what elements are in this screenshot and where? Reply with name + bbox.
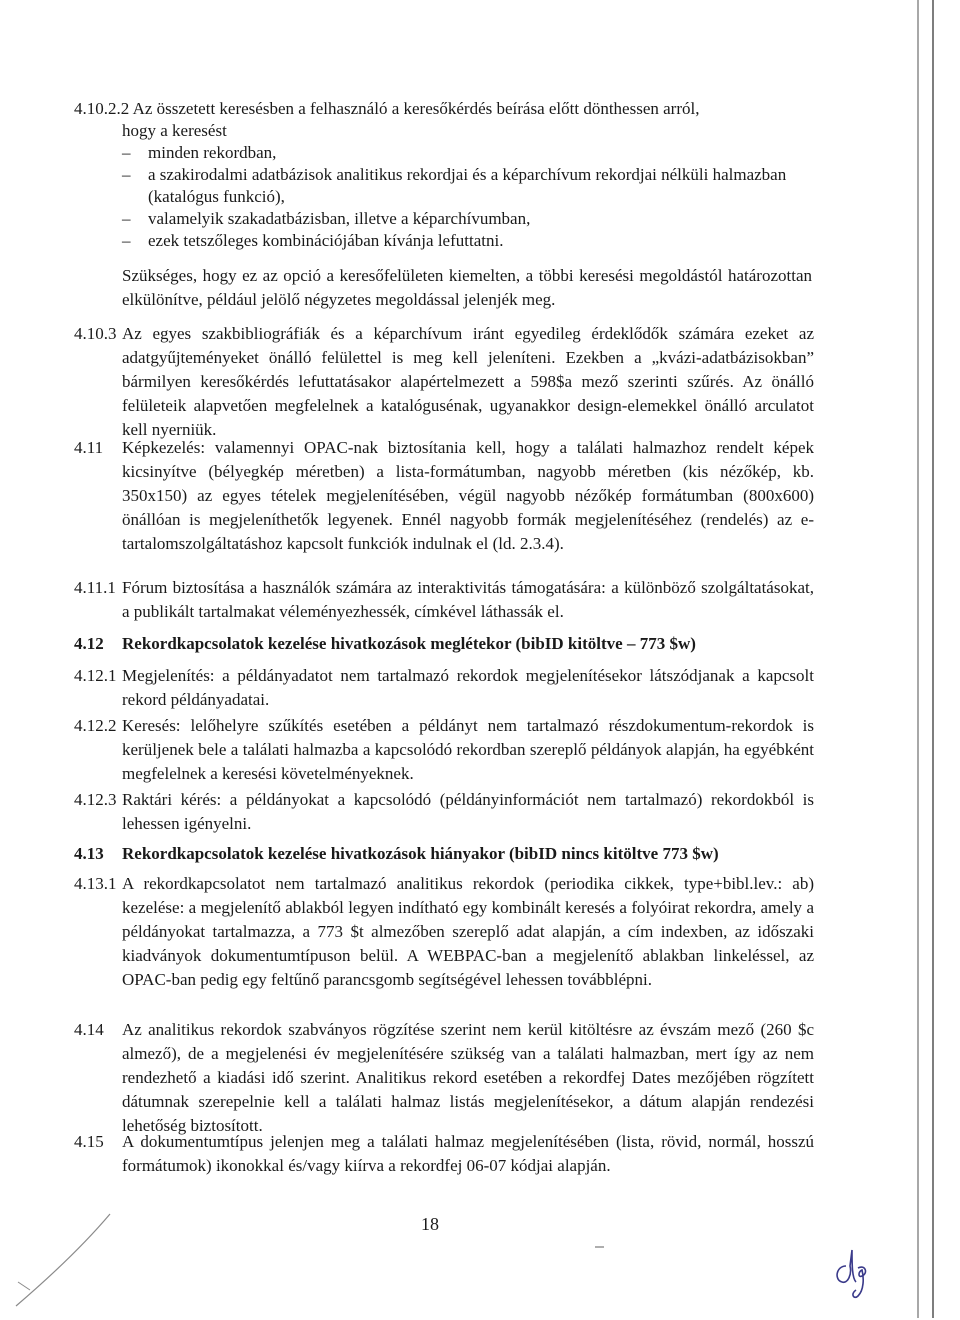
list-item: – minden rekordban, [122, 142, 812, 164]
section-text-first-line: Az összetett keresésben a felhasználó a keresőkérdés beírása előtt dönthessen arról, [132, 99, 700, 118]
section-number: 4.12 [74, 634, 104, 653]
search-scope-list [122, 142, 812, 252]
section-4-12-2 [74, 714, 814, 786]
section-text: Megjelenítés: a példányadatot nem tartalmazó rekordok megjelenítésekor látszódjanak a kapcsolt rekord példányadatai. [122, 666, 814, 709]
requirement-note: Szükséges, hogy ez az opció a keresőfelületen kiemelten, a többi keresési megoldástól határozottan elkülönítve, például jelölő négyzetes megoldással jelenjék meg. [122, 266, 812, 309]
section-text: Az analitikus rekordok szabványos rögzítése szerint nem kerül kitöltésre az évszám mező (260 $c almező), de a megjelenési év megjelenítésére szükség van a találati halmazban, mert így az nem rendezhető a kiadási idő szerint. Analitikus rekord esetében a rekordfej Dates mezőjében rögzített dátumnak szerepelnie kell a találati halmaz listás megjelenítésekor, a dátum alapján rendezési lehetőség biztosított. [122, 1020, 814, 1135]
pencil-mark-icon [8, 1210, 118, 1310]
section-4-12-heading [74, 632, 814, 656]
section-text: Fórum biztosítása a használók számára az interaktivitás támogatására: a különböző szolgáltatásokat, a publikált tartalmakat véleményezhessék, címkével láthassák el. [122, 578, 814, 621]
section-number: 4.12.3 [74, 790, 117, 809]
section-4-12-3 [74, 788, 814, 836]
section-number: 4.15 [74, 1132, 104, 1151]
list-item: – valamelyik szakadatbázisban, illetve a képarchívumban, [122, 208, 812, 230]
section-number: 4.11.1 [74, 578, 116, 597]
section-4-11 [74, 436, 814, 556]
list-item: – ezek tetszőleges kombinációjában kívánja lefuttatni. [122, 230, 812, 252]
section-text: Keresés: lelőhelyre szűkítés esetében a példányt nem tartalmazó részdokumentum-rekordok is kerüljenek bele a találati halmazba a kapcsolódó rekordban szereplő példányok alapján, ha egyébként megfelelnek a keresési követelményeknek. [122, 716, 814, 783]
section-text: Raktári kérés: a példányokat a kapcsolódó (példányinformációt nem tartalmazó) rekordokból is lehessen igényelni. [122, 790, 814, 833]
section-number: 4.11 [74, 438, 104, 457]
section-number: 4.12.2 [74, 716, 117, 735]
section-4-14 [74, 1018, 814, 1138]
section-4-12-1 [74, 664, 814, 712]
section-text: Az egyes szakbibliográfiák és a képarchívum iránt egyedileg érdeklődők számára ezeket az adatgyűjteményeket önálló felülettel is meg kell jeleníteni. Ezekben a „kvázi-adatbázisokban” bármilyen keresőkérdés lefuttatásakor alapértelmezett a 598$a mező szerinti szűrés. Az önálló felületeik alapvetően megfelelnek a katalógusénak, ugyanakkor design-elemekkel önálló arculatot kell nyerniük. [122, 324, 814, 439]
section-4-10-3 [74, 322, 814, 442]
section-number: 4.10.3 [74, 324, 117, 343]
section-heading: Rekordkapcsolatok kezelése hivatkozások hiányakor (bibID nincs kitöltve 773 $w) [122, 844, 719, 863]
section-text-second-line: hogy a keresést [122, 121, 227, 140]
section-text: A rekordkapcsolatot nem tartalmazó analitikus rekordok (periodika cikkek, type+bibl.lev.: ab) kezelése: a megjelenítő ablakból legyen indítható egy kombinált keresés a folyóirat rekordra, amely a példányokat tartalmazza, a 773 $t almezőben szereplő adat alapján, a cím indexben, az időszaki kiadványok dokumentumtípuson belül. A WEBPAC-ban a megjelenítő ablakban linkeléssel, az OPAC-ban pedig egy feltűnő parancsgomb segítségével lehessen továbblépni. [122, 874, 814, 989]
section-number: 4.10.2.2 [74, 99, 130, 118]
scan-edge-line [917, 0, 919, 1318]
section-4-10-2-2 [74, 98, 814, 142]
handwritten-initials-icon [828, 1244, 874, 1304]
section-number: 4.13 [74, 844, 104, 863]
section-number: 4.13.1 [74, 874, 117, 893]
page-number: 18 [421, 1214, 439, 1234]
stray-mark-icon [594, 1244, 606, 1250]
section-4-15 [74, 1130, 814, 1178]
section-text: A dokumentumtípus jelenjen meg a találati halmaz megjelenítésében (lista, rövid, normál, hosszú formátumok) ikonokkal és/vagy kiírva a rekordfej 06-07 kódjai alapján. [122, 1132, 814, 1175]
scan-edge-line [932, 0, 934, 1318]
section-heading: Rekordkapcsolatok kezelése hivatkozások meglétekor (bibID kitöltve – 773 $w) [122, 634, 696, 653]
section-number: 4.14 [74, 1020, 104, 1039]
section-4-11-1 [74, 576, 814, 624]
section-number: 4.12.1 [74, 666, 117, 685]
section-4-13-1 [74, 872, 814, 992]
list-item: – a szakirodalmi adatbázisok analitikus rekordjai és a képarchívum rekordjai nélküli halmazban (katalógus funkció), [122, 164, 812, 208]
section-4-13-heading [74, 842, 814, 866]
section-text: Képkezelés: valamennyi OPAC-nak biztosítania kell, hogy a találati halmazhoz rendelt képek kicsinyítve (bélyegkép méretben) a lista-formátumban, nagyobb méretben (kis nézőkép, kb. 350x150) az egyes tételek megjelenítésében, végül nagyobb nézőkép formátumban (800x600) önállóan is megjeleníthetők legyenek. Ennél nagyobb formák megjelenítéséhez (rendelés) az e-tartalomszolgáltatáshoz kapcsolt funkciók indulnak el (ld. 2.3.4). [122, 438, 814, 553]
